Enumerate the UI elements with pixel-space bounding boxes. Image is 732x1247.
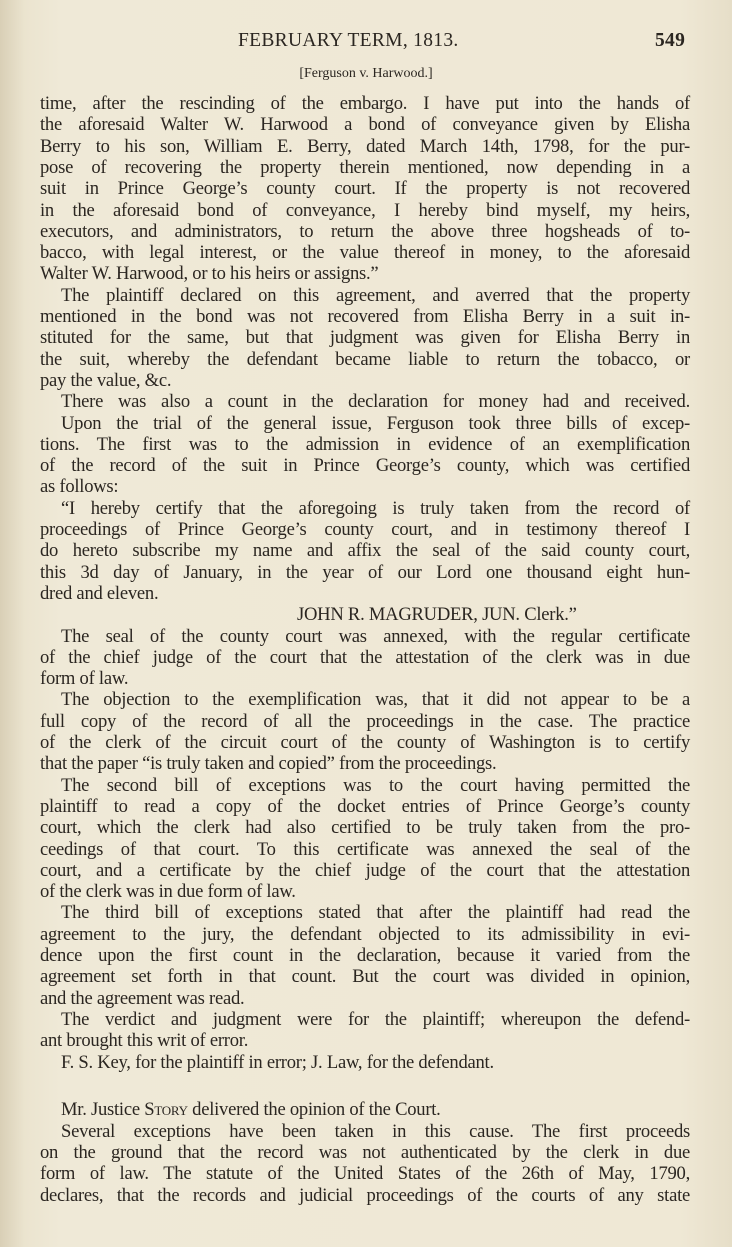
text-line: and the agreement was read. [40, 987, 245, 1009]
text-line: The verdict and judgment were for the plaintiff; whereupon the defend- [61, 1008, 690, 1030]
text-line: proceedings of Prince George’s county court, and in testimony thereof I [40, 519, 690, 540]
text-line: suit in Prince George’s county court. If the property is not recovered [40, 178, 690, 200]
text-line: The second bill of exceptions was to the court having permitted the [61, 774, 690, 796]
text-line: of the chief judge of the court that the attestation of the clerk was in due [40, 646, 690, 668]
text-line: the aforesaid Walter W. Harwood a bond of conveyance given by Elisha [40, 114, 690, 136]
text-line: “I hereby certify that the aforegoing is truly taken from the record of [61, 497, 690, 519]
text-line: bacco, with legal interest, or the value thereof in money, to the aforesaid [40, 242, 690, 264]
text-line: in the aforesaid bond of conveyance, I hereby bind myself, my heirs, [40, 199, 690, 221]
text-line: of the clerk was in due form of law. [40, 881, 296, 903]
text-line: dence upon the first count in the declaration, because it varied from the [40, 945, 690, 966]
page-number: 549 [655, 30, 686, 51]
text-line: dred and eleven. [40, 582, 159, 604]
text-line: The objection to the exemplification was, that it did not appear to be a [61, 689, 690, 711]
text-line: Berry to his son, William E. Berry, dated March 14th, 1798, for the pur- [40, 135, 690, 157]
text-line: time, after the rescinding of the embargo. I have put into the hands of [40, 93, 690, 114]
text-line: Mr. Justice Story delivered the opinion of the Court. [61, 1099, 441, 1121]
text-line: as follows: [40, 476, 119, 498]
text-line: plaintiff to read a copy of the docket entries of Prince George’s county [40, 795, 690, 817]
text-line: full copy of the record of all the proceedings in the case. The practice [40, 710, 690, 732]
text-line: The seal of the county court was annexed, with the regular certificate [61, 625, 690, 647]
text-line: There was also a count in the declaration for money had and received. [61, 391, 690, 413]
text-line: Several exceptions have been taken in this cause. The first proceeds [61, 1120, 690, 1142]
text-line: of the record of the suit in Prince George’s county, which was certified [40, 455, 690, 477]
text-line: executors, and administrators, to return the above three hogsheads of to- [40, 220, 690, 242]
text-line: tions. The first was to the admission in evidence of an exemplification [40, 433, 690, 455]
text-line: agreement set forth in that count. But the court was divided in opinion, [40, 966, 690, 988]
text-line: this 3d day of January, in the year of our Lord one thousand eight hun- [40, 561, 690, 583]
text-line: Walter W. Harwood, or to his heirs or assigns.” [40, 263, 379, 285]
text-line: that the paper “is truly taken and copied” from the proceedings. [40, 753, 497, 775]
text-line: F. S. Key, for the plaintiff in error; J. Law, for the defendant. [61, 1051, 494, 1073]
text-line: on the ground that the record was not authenticated by the clerk in due [40, 1142, 690, 1164]
justice-name: Story [144, 1099, 188, 1121]
text-line: The plaintiff declared on this agreement, and averred that the property [61, 284, 690, 306]
text-line: court, and a certificate by the chief judge of the court that the attestation [40, 859, 690, 881]
running-title: FEBRUARY TERM, 1813. [238, 30, 459, 51]
text-line: ant brought this writ of error. [40, 1030, 249, 1052]
text-line: The third bill of exceptions stated that after the plaintiff had read the [61, 902, 690, 924]
text-line: pose of recovering the property therein mentioned, now depending in a [40, 156, 690, 178]
text-line: Upon the trial of the general issue, Ferguson took three bills of excep- [61, 412, 690, 434]
text-line: ceedings of that court. To this certificate was annexed the seal of the [40, 838, 690, 860]
text-line: do hereto subscribe my name and affix the seal of the said county court, [40, 540, 690, 562]
text-line: stituted for the same, but that judgment was given for Elisha Berry in [40, 327, 690, 349]
text-line: of the clerk of the circuit court of the county of Washington is to certify [40, 732, 690, 753]
text-line: form of law. [40, 668, 129, 690]
text-line: mentioned in the bond was not recovered from Elisha Berry in a suit in- [40, 306, 690, 327]
case-caption: [Ferguson v. Harwood.] [299, 66, 433, 81]
text-line: agreement to the jury, the defendant objected to its admissibility in evi- [40, 923, 690, 945]
text-line: pay the value, &c. [40, 369, 172, 391]
text-line: form of law. The statute of the United States of the 26th of May, 1790, [40, 1163, 690, 1185]
signature-line: JOHN R. MAGRUDER, JUN. Clerk.” [297, 604, 577, 626]
text-line: court, which the clerk had also certified to be truly taken from the pro- [40, 817, 690, 839]
text-line: the suit, whereby the defendant became liable to return the tobacco, or [40, 348, 690, 370]
text-line: declares, that the records and judicial proceedings of the courts of any state [40, 1184, 690, 1206]
